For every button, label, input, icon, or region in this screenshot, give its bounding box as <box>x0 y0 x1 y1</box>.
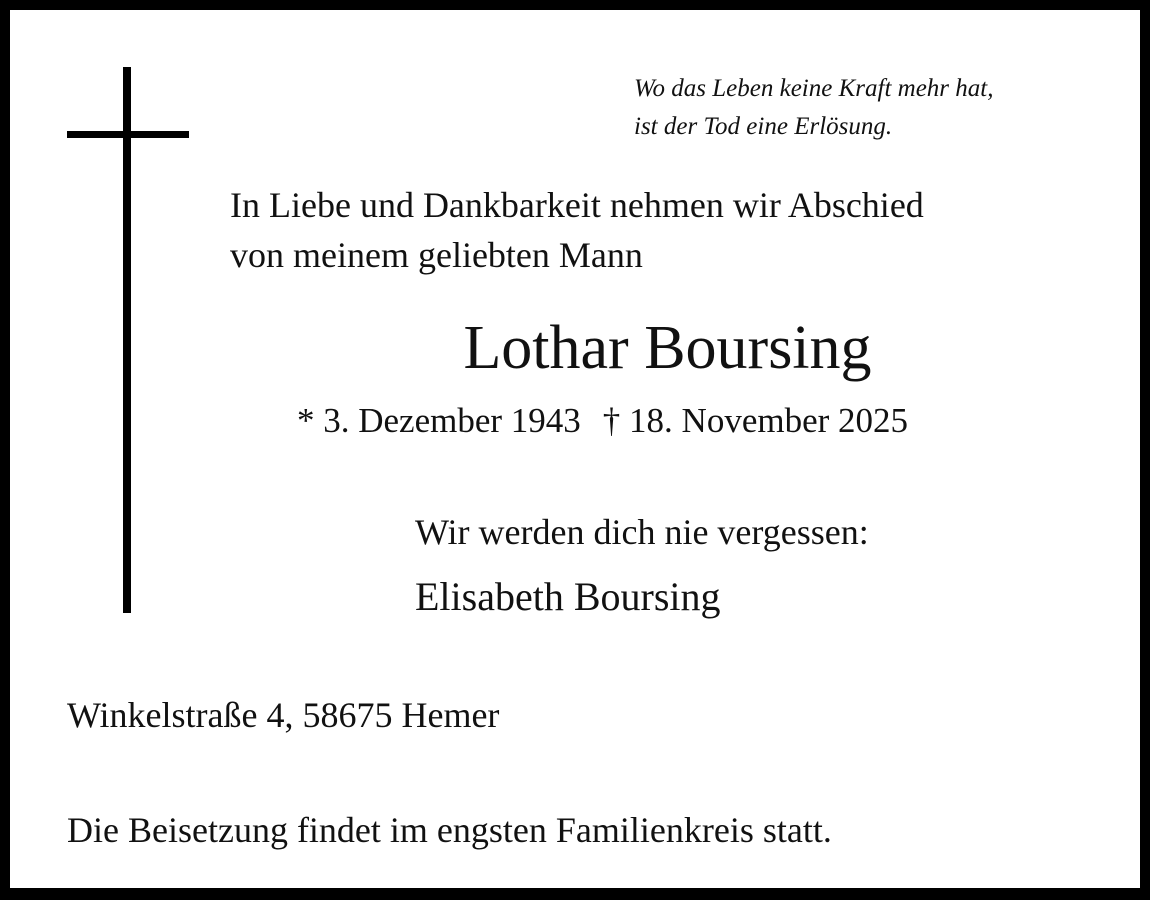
intro-line-1: In Liebe und Dankbarkeit nehmen wir Abschied <box>230 185 924 225</box>
motto-line-1: Wo das Leben keine Kraft mehr hat, <box>634 75 994 102</box>
deceased-name: Lothar Boursing <box>463 314 872 382</box>
intro-text <box>230 180 924 280</box>
death-date: † 18. November 2025 <box>602 401 909 440</box>
life-dates <box>297 398 908 444</box>
motto-quote <box>634 70 993 146</box>
birth-date: * 3. Dezember 1943 <box>297 401 581 440</box>
intro-line-2: von meinem geliebten Mann <box>230 235 643 275</box>
closing-line: Wir werden dich nie vergessen: <box>415 512 869 552</box>
signer-name: Elisabeth Boursing <box>415 574 721 619</box>
burial-notice: Die Beisetzung findet im engsten Familienkreis statt. <box>67 810 832 850</box>
address: Winkelstraße 4, 58675 Hemer <box>67 695 500 735</box>
cross-horizontal-beam <box>67 131 189 138</box>
motto-line-2: ist der Tod eine Erlösung. <box>634 113 893 140</box>
